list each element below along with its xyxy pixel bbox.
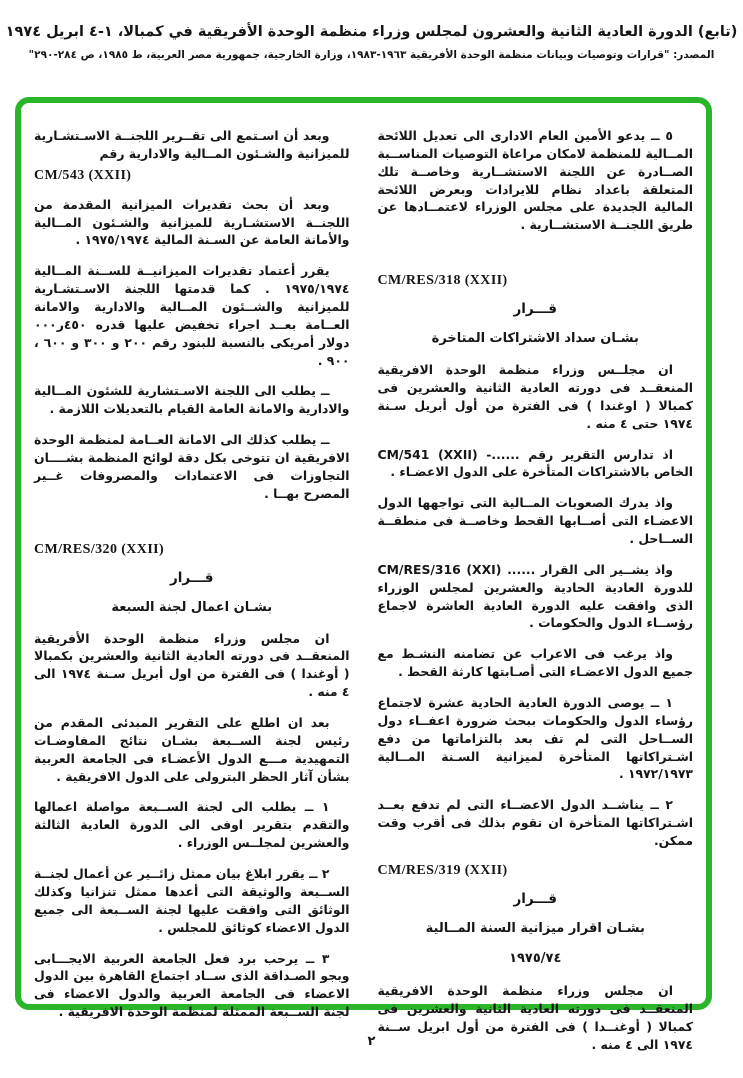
res319-preamble: ان مجلس وزراء منظمة الوحدة الافريقية المنعقــد فى دورته العادية الثانية والعشرين فى كمبالا ( أوغنــدا ) فى الفترة من أول ابريل ســنة ١٩٧٤ الى ٤ منه . [377,982,693,1052]
frame-content [21,103,706,1052]
report-543-label: CM/543 (XXII) [34,167,132,183]
left-column [34,127,350,1020]
resolution-320-subject: بشـان اعمال لجنة السبعة [111,599,273,615]
res320-report-paragraph: بعد ان اطلع على التقرير المبدئى المقدم من رئيس لجنة الســبعة بشـان نتائج المفاوضـات التمهيدية مـــع الدول الأعضـاء فى الجامعة العربية بشأن آثار الحظر البترولى على الدول الافريقية . [34,715,350,784]
resolution-320-heading: قـــرار [170,569,214,586]
res319-examined-paragraph: وبعد أن بحث تقديرات الميزانية المقدمة من اللجنــة الاستشـارية للميزانية والشـئون المــالية والأمانة العامة عن السـنة المالية ١٩٧٥/١٩٧٤ . [34,196,350,248]
page-header [0,24,743,61]
document-frame [15,97,712,1052]
res320-preamble: ان مجلس وزراء منظمة الوحدة الأفريقية المنعقــد فى دورته العادية الثانية والعشرين بكمبالا ( أوغندا ) فى الفترة من اول أبريل سـنة ١٩٧٤ الى ٤ منه . [34,630,350,700]
resolution-320-label: CM/RES/320 (XXII) [34,541,165,557]
resolution-318-label: CM/RES/318 (XXII) [377,273,508,289]
res318-clause-1: ١ ــ يوصى الدورة العادية الحادية عشرة لاجتماع رؤساء الدول والحكومات ببحث ضرورة اعفــاء دول الســاحل التى لم تف بعد بالتزاماتها من دفع اشـتراكاتها المتأخرة لميزانية السـنة المــالية ١٩٧٢/١٩٧٣ . [377,695,693,782]
resolution-319-heading: قـــرار [513,890,557,907]
res319-request-secretariat-paragraph: ــ يطلب كذلك الى الامانة العــامة لمنظمة الوحدة الافريقية ان تتوخى بكل دقة لوائح المنظمة بشــــان التجاوزات فى الاعتمادات والمصروفات غــير المصرح بهــا . [34,432,350,501]
res320-clause-1: ١ ــ يطلب الى لجنة الســبعة مواصلة اعمالها والتقدم بتقرير اوفى الى الدورة العادية الثالثة والعشرين لمجلــس الوزراء . [34,799,350,851]
res318-report-paragraph: اذ تدارس التقرير رقم ......- CM/541 (XXII) الخاص بالاشتراكات المتأخرة على الدول الاعضـاء . [377,446,693,480]
right-column [377,127,694,1052]
clause-5-paragraph: ٥ ــ يدعو الأمين العام الادارى الى تعديل اللائحة المــالية للمنظمة لامكان مراعاة التوصيات المناســبة الصــادرة عن اللجنة الاستشــارية وخاصــة تلك المتعلقة باعداد نظام للايرادات وبعرض اللائحة المالية الجديدة على مجلس الوزراء لاعتمــادها عن طريق اللجنــة الاستشــارية . [377,128,693,233]
page-number: ٢ [367,1034,376,1049]
res318-clause-2: ٢ ــ يناشــد الدول الاعضــاء التى لم تدفع بعــد اشـتراكاتها المتأخرة ان تقوم بذلك فى أقرب وقت ممكن. [377,797,693,849]
res320-clause-2: ٢ ــ يقرر ابلاغ بيان ممثل زائــير عن أعمال لجنــة الســبعة والوثيقة التى أعدها ممثل تنزانيا وكذلك الوثائق التى وافقت عليها لجنة الســبعة الى جميع الدول الاعضاء كوثائق للمجلس . [34,866,350,935]
res318-preamble: ان مجلــس وزراء منظمة الوحدة الافريقية المنعقــد فى دورته العادية الثانية والعشرين فى كمبالا ( اوغندا ) فى الفترة من أول أبريل سـنة ١٩٧٤ حتى ٤ منه . [377,362,693,431]
resolution-319-subject: بشـان اقرار ميزانية السنة المــالية [425,920,645,936]
res318-recall-paragraph: واذ يشــير الى القرار ...... CM/RES/316 (XXI) للدورة العادية الحادية والعشرين لمجلس الوزراء الذى وافقت عليه الدورة العادية العاشرة لاجماع رؤســاء الدول والحكومات . [377,561,693,631]
resolution-319-fiscal-year: ١٩٧٥/٧٤ [509,950,562,966]
resolution-318-subject: بشـان سداد الاشتراكات المتاخرة [431,331,639,347]
res320-clause-3: ٣ ــ يرحب برد فعل الجامعة العربية الايجـــابى وبجو الصـداقة الذى ســاد اجتماع القاهرة بين الدول الاعضاء فى الجامعة العربية والدول الاعضاء فى لجنة الســبعة الممثلة لمنظمة الوحدة الافريقية . [34,950,350,1020]
res319-heard-paragraph: وبعد أن اسـتمع الى تقــرير اللجنــة الاسـتشـارية للميزانية والشـئون المــالية والادارية رقم [34,128,350,161]
session-title: (تابع) الدورة العادية الثانية والعشرون لمجلس وزراء منظمة الوحدة الأفريقية في كمبالا، ١-٤ ابريل ١٩٧٤ [5,24,738,40]
resolution-318-heading: قـــرار [513,301,557,318]
res319-request-committee-paragraph: ــ يطلب الى اللجنة الاسـتشارية للشئون المــالية والادارية والامانة العامة القيام بالتعديلات اللازمة . [34,383,350,417]
resolution-319-label: CM/RES/319 (XXII) [377,862,508,878]
source-citation: المصدر: "قرارات وتوصيات وبيانات منظمة الوحدة الأفريقية ١٩٦٣-١٩٨٣، وزارة الخارجية، جمهورية مصر العربية، ط ١٩٨٥، ص ٢٨٤-٢٩٠" [28,49,715,61]
res318-solidarity-paragraph: واذ يرغب فى الاعراب عن تضامنه النشـط مع جميع الدول الاعضـاء التى أصـابتها كارثة القحط . [377,646,693,680]
res318-difficulties-paragraph: واذ يدرك الصعوبات المــالية التى تواجهها الدول الاعضـاء التى أصــابها القحط وخاصــة فى منطقــة الســاحل . [377,495,693,547]
res319-decides-paragraph: يقرر أعتماد تقديرات الميزانيــة للســنة المــالية ١٩٧٥/١٩٧٤ . كما قدمتها اللجنة الاسـتشـارية للميزانية والشــئون المــالية والادارية والامانة العــامة بعــد اجراء تخفيض عليها قدره ٤٥٠ر٠٠٠ دولار أمريكى بالنسبة للبنود رقم ٢٠٠ و ٣٠٠ و ٦٠٠ ، ٩٠٠ . [34,263,350,368]
